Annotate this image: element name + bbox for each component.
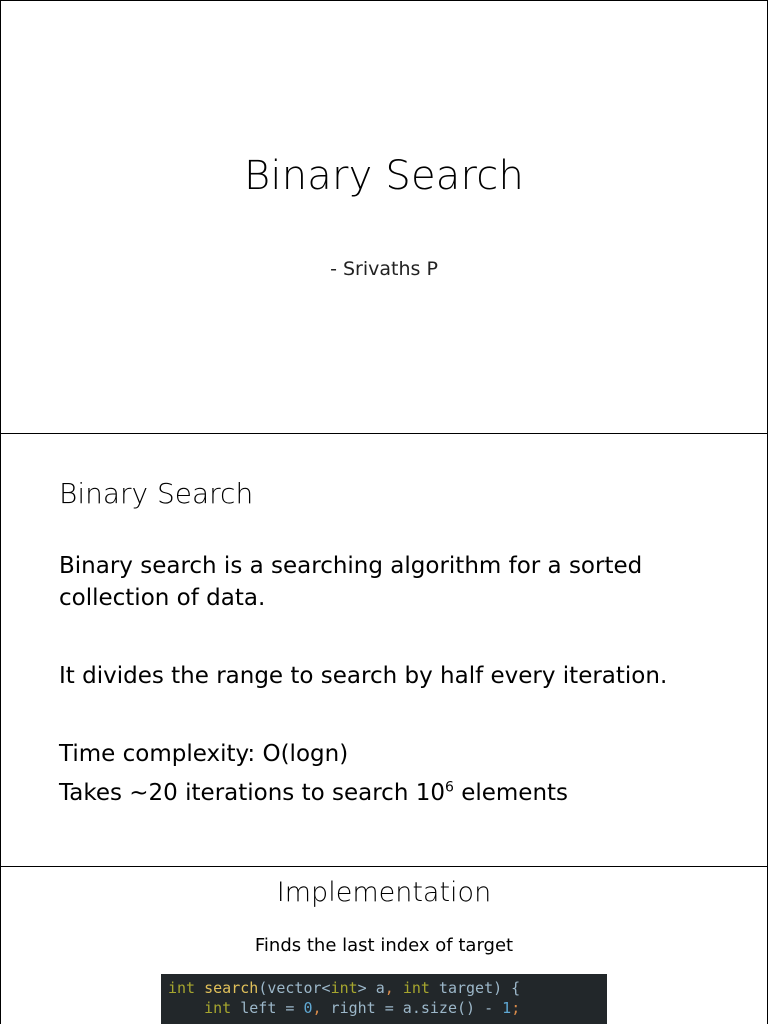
definition-paragraph: Binary search is a searching algorithm for a sorted collection of data. xyxy=(59,553,643,611)
slide-author: - Srivaths P xyxy=(330,258,438,280)
iterations-prefix: Takes ~20 iterations to search 10 xyxy=(59,780,445,806)
code-keyword: int xyxy=(402,979,430,997)
intro-slide xyxy=(0,433,768,867)
code-indent xyxy=(168,999,204,1017)
code-paren: ( xyxy=(258,979,268,997)
code-line-2 xyxy=(168,998,607,1018)
code-comma: , xyxy=(312,999,322,1017)
slide-title: Binary Search xyxy=(243,153,525,199)
code-comma: , xyxy=(384,979,394,997)
divides-paragraph: It divides the range to search by half every iteration. xyxy=(59,663,668,689)
iterations-line xyxy=(59,777,719,809)
code-keyword: int xyxy=(330,979,358,997)
code-keyword: int xyxy=(204,999,232,1017)
slide-heading: Implementation xyxy=(276,877,492,908)
iterations-exponent: 6 xyxy=(444,779,454,796)
code-number: 1 xyxy=(502,999,512,1017)
code-block xyxy=(161,974,607,1024)
code-keyword: int xyxy=(168,979,196,997)
code-line-1 xyxy=(168,978,607,998)
code-param: > a xyxy=(357,979,385,997)
code-left-decl: left = xyxy=(231,999,304,1017)
implementation-slide xyxy=(0,866,768,1024)
code-semicolon: ; xyxy=(511,999,521,1017)
code-right-decl: right = a.size() - xyxy=(321,999,503,1017)
complexity-line: Time complexity: O(logn) xyxy=(59,741,349,767)
code-number: 0 xyxy=(303,999,313,1017)
code-type: vector< xyxy=(267,979,331,997)
slide-heading: Binary Search xyxy=(59,477,254,510)
title-slide xyxy=(0,0,768,434)
iterations-suffix: elements xyxy=(453,780,569,806)
code-param: target) { xyxy=(429,979,521,997)
code-function-name: search xyxy=(204,979,259,997)
slide-subheading: Finds the last index of target xyxy=(254,935,514,956)
